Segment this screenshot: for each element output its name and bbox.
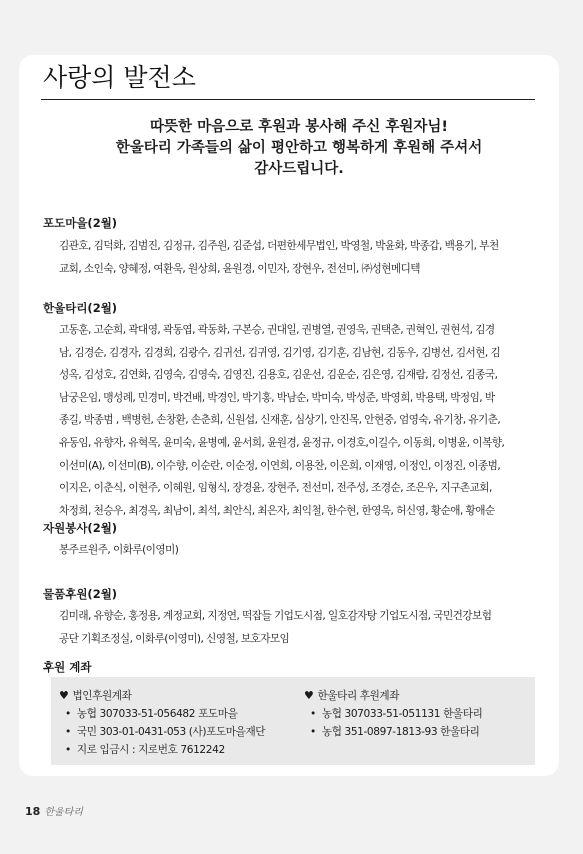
bullet-icon: • [310, 708, 316, 720]
section-title-goods: 물품후원(2월) [43, 587, 118, 601]
intro-line: 감사드립니다. [254, 161, 344, 177]
donor-line: 차정희, 천승우, 최경옥, 최남이, 최석, 최안식, 최은자, 최익철, 한수현, 한영욱, 허신영, 황순애, 황애순 [59, 504, 495, 517]
account-item [59, 723, 265, 741]
bullet-icon: • [65, 726, 71, 738]
account-item-text: 국민 303-01-0431-053 (사)포도마을재단 [76, 726, 266, 738]
hanultari-account-column [304, 687, 482, 741]
section-title-volunteer: 자원봉사(2월) [43, 521, 118, 535]
section-body-podomaeul [59, 235, 549, 280]
corporate-account-heading [59, 687, 265, 705]
corporate-account-heading-label: 법인후원계좌 [72, 690, 132, 702]
bullet-icon: • [65, 708, 71, 720]
donor-line: 김관호, 김덕화, 김범진, 김정규, 김주원, 김준섭, 더편한세무법인, 박영철, 박윤화, 박종갑, 백용기, 부천 [59, 240, 499, 252]
section-title-hanultari: 한울타리(2월) [43, 301, 118, 315]
account-item-text: 농협 351-0897-1813-93 한울타리 [321, 726, 480, 738]
donor-line: 김미래, 유향순, 홍정용, 계정교회, 지정연, 떡잡들 기업도시점, 일호감자탕 기업도시점, 국민건강보험 [59, 610, 492, 622]
section-body-hanultari [59, 319, 549, 522]
bullet-icon: • [310, 726, 316, 738]
corporate-account-column [59, 687, 265, 759]
content-card [19, 55, 559, 776]
heart-icon: ♥ [304, 689, 314, 702]
donor-line: 성옥, 김성호, 김연화, 김영숙, 김영숙, 김영진, 김용호, 김운선, 김운순, 김은영, 김재람, 김정선, 김종국, [59, 369, 498, 382]
account-item-text: 지로 입금시 : 지로번호 7612242 [76, 744, 225, 756]
page-number: 18 [25, 805, 41, 818]
donor-line: 교회, 소인숙, 양혜정, 여환욱, 원상희, 윤원경, 이민자, 장현우, 전선미, ㈜성현메디텍 [59, 262, 420, 275]
accounts-box [51, 677, 535, 765]
intro-line: 따뜻한 마음으로 후원과 봉사해 주신 후원자님! [150, 119, 448, 135]
page-title: 사랑의 발전소 [43, 63, 196, 92]
donor-line: 남, 김경순, 김경자, 김경희, 김광수, 김귀선, 김귀영, 김기영, 김기훈, 김남현, 김동우, 김병선, 김서현, 김 [59, 346, 501, 359]
thank-you-message [39, 117, 559, 180]
accounts-title: 후원 계좌 [43, 660, 92, 674]
page-footer [25, 803, 83, 818]
donor-line: 공단 기획조정실, 이화루(이영미), 신영철, 보호자모임 [59, 632, 290, 645]
donor-line: 이지은, 이춘식, 이현주, 이혜원, 임형식, 장경윤, 장현주, 전선미, 전주성, 조경순, 조은우, 지구촌교회, [59, 482, 492, 495]
hanultari-logo: 한울타리 [44, 807, 83, 818]
donor-line: 고동훈, 고순희, 곽대영, 곽동엽, 곽동화, 구본승, 권대일, 권병열, 권영욱, 권택춘, 권혁인, 권현석, 김경 [59, 324, 495, 336]
donor-line: 이선미(A), 이선미(B), 이수향, 이순란, 이순정, 이연희, 이용찬, 이은희, 이재영, 이정인, 이정진, 이종범, [59, 459, 501, 472]
account-item [304, 723, 482, 741]
donor-line: 봉주르원주, 이화루(이영미) [59, 544, 179, 556]
hanultari-account-heading-label: 한울타리 후원계좌 [317, 690, 400, 702]
account-item [59, 705, 265, 723]
section-title-podomaeul: 포도마을(2월) [43, 216, 118, 230]
account-item [59, 741, 265, 759]
section-body-goods [59, 605, 549, 650]
title-divider [41, 99, 535, 100]
account-item-text: 농협 307033-51-056482 포도마을 [76, 708, 238, 720]
donor-line: 종길, 박종범 , 백병헌, 손창환, 손춘희, 신원섭, 신재훈, 심상기, 안진목, 안현중, 엄영숙, 유기창, 유기춘, [59, 414, 501, 427]
intro-line: 한울타리 가족들의 삶이 평안하고 행복하게 후원해 주셔서 [115, 140, 483, 156]
hanultari-account-heading [304, 687, 482, 705]
donor-line: 유동임, 유향자, 유혁목, 윤미숙, 윤병예, 윤서희, 윤원경, 윤정규, 이경호,이길수, 이동희, 이병윤, 이복향, [59, 436, 505, 449]
account-item [304, 705, 482, 723]
section-body-volunteer [59, 539, 549, 562]
heart-icon: ♥ [59, 689, 69, 702]
donor-line: 남궁은임, 맹성례, 민경미, 박건배, 박경인, 박기홍, 박남순, 박미숙, 박성준, 박영희, 박용택, 박정임, 박 [59, 391, 495, 404]
bullet-icon: • [65, 744, 71, 756]
account-item-text: 농협 307033-51-051131 한울타리 [321, 708, 483, 720]
